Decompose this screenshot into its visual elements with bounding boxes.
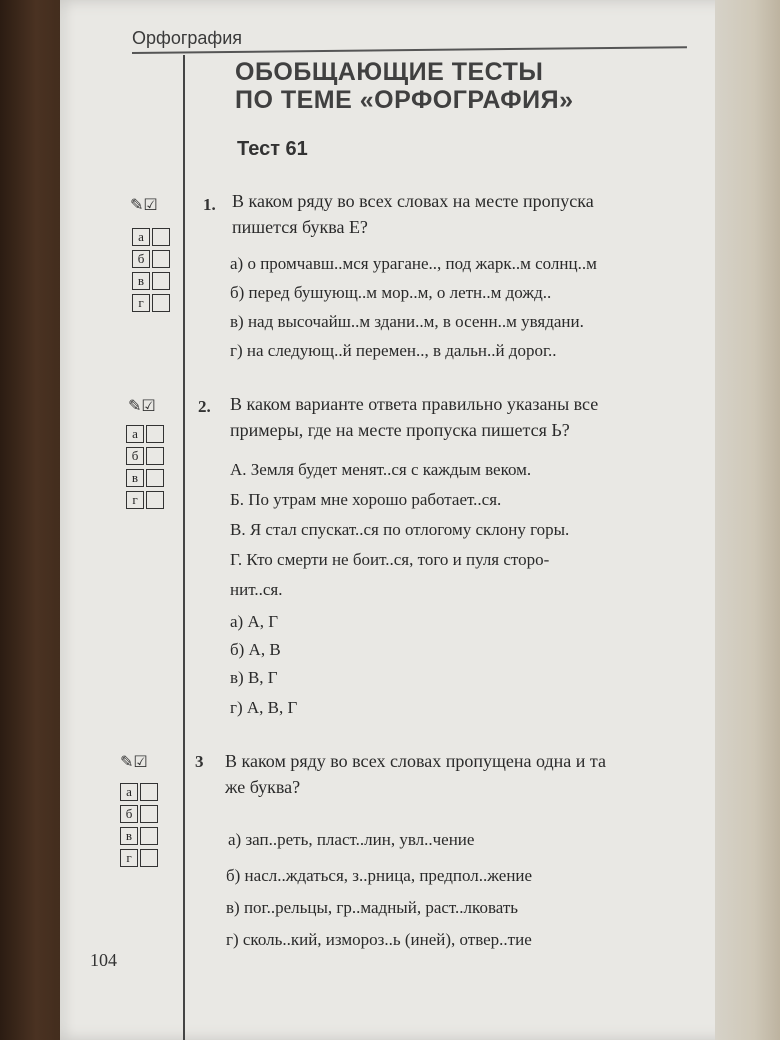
answer-option: г) на следующ..й перемен.., в дальн..й дорог..: [230, 341, 557, 360]
answer-letter: г: [126, 491, 144, 509]
question-text-line: пишется буква Е?: [232, 217, 368, 237]
answer-option: а) зап..реть, пласт..лин, увл..чение: [228, 830, 475, 849]
pen-check-icon: ✎☑: [128, 396, 156, 415]
question-number: 3: [195, 752, 204, 771]
example-sentence: Б. По утрам мне хорошо работает..ся.: [230, 490, 502, 509]
pen-check-icon: ✎☑: [120, 752, 148, 771]
margin-rule: [183, 55, 185, 1040]
answer-box-row[interactable]: [126, 447, 164, 467]
next-page-edge: [715, 0, 780, 1040]
answer-letter: б: [120, 805, 138, 823]
example-sentence: нит..ся.: [230, 580, 283, 599]
answer-box-row[interactable]: [120, 783, 158, 803]
answer-option: б) насл..ждаться, з..рница, предпол..жение: [226, 866, 533, 885]
answer-letter: в: [120, 827, 138, 845]
answer-letter: г: [132, 294, 150, 312]
answer-box-row[interactable]: [132, 228, 170, 248]
answer-box-row[interactable]: [126, 491, 164, 511]
answer-boxes-q1: [132, 228, 170, 316]
answer-box-row[interactable]: [132, 272, 170, 292]
page-number: 104: [90, 950, 117, 970]
answer-checkbox[interactable]: [152, 294, 170, 312]
answer-letter: а: [132, 228, 150, 246]
question-text: [230, 391, 690, 443]
answer-checkbox[interactable]: [140, 805, 158, 823]
answer-checkbox[interactable]: [146, 447, 164, 465]
answer-checkbox[interactable]: [140, 849, 158, 867]
answer-box-row[interactable]: [120, 805, 158, 825]
answer-checkbox[interactable]: [152, 250, 170, 268]
running-head: Орфография: [132, 28, 243, 48]
question-text-line: примеры, где на месте пропуска пишется Ь?: [230, 420, 570, 440]
answer-letter: а: [126, 425, 144, 443]
question-text-line: В каком варианте ответа правильно указаны все: [230, 394, 599, 414]
answer-letter: а: [120, 783, 138, 801]
example-sentence: В. Я стал спускат..ся по отлогому склону горы.: [230, 520, 570, 539]
answer-option: б) А, В: [230, 640, 281, 659]
answer-checkbox[interactable]: [146, 491, 164, 509]
question-text-line: В каком ряду во всех словах на месте пропуска: [232, 191, 594, 211]
answer-option: г) А, В, Г: [230, 698, 298, 717]
answer-checkbox[interactable]: [146, 469, 164, 487]
answer-option: б) перед бушующ..м мор..м, о летн..м дожд..: [230, 283, 552, 302]
answer-box-row[interactable]: [126, 469, 164, 489]
answer-box-row[interactable]: [120, 849, 158, 869]
answer-option: а) А, Г: [230, 612, 279, 631]
question-number: 1.: [203, 195, 216, 214]
question-text: [232, 188, 692, 240]
question-text-line: же буква?: [225, 777, 301, 797]
answer-box-row[interactable]: [126, 425, 164, 445]
answer-boxes-q3: [120, 783, 158, 871]
answer-option: в) В, Г: [230, 668, 278, 687]
pen-check-icon: ✎☑: [130, 195, 158, 214]
answer-letter: г: [120, 849, 138, 867]
answer-option: в) над высочайш..м здани..м, в осенн..м увядани.: [230, 312, 584, 331]
example-sentence: А. Земля будет менят..ся с каждым веком.: [230, 460, 532, 479]
answer-checkbox[interactable]: [152, 272, 170, 290]
answer-checkbox[interactable]: [146, 425, 164, 443]
example-sentence: Г. Кто смерти не боит..ся, того и пуля сторо-: [230, 550, 550, 569]
answer-letter: в: [126, 469, 144, 487]
answer-box-row[interactable]: [132, 294, 170, 314]
answer-box-row[interactable]: [132, 250, 170, 270]
answer-checkbox[interactable]: [140, 827, 158, 845]
answer-letter: в: [132, 272, 150, 290]
question-number: 2.: [198, 397, 211, 416]
answer-option: а) о промчавш..мся урагане.., под жарк..м солнц..м: [230, 254, 597, 273]
answer-option: в) пог..рельцы, гр..мадный, раст..лковать: [226, 898, 519, 917]
answer-checkbox[interactable]: [140, 783, 158, 801]
page-title: [235, 58, 675, 114]
title-line-2: ПО ТЕМЕ «ОРФОГРАФИЯ»: [235, 86, 574, 114]
answer-option: г) сколь..кий, измороз..ь (иней), отвер..тие: [226, 930, 532, 949]
title-line-1: ОБОБЩАЮЩИЕ ТЕСТЫ: [235, 58, 544, 86]
answer-checkbox[interactable]: [152, 228, 170, 246]
question-text-line: В каком ряду во всех словах пропущена одна и та: [225, 751, 606, 771]
test-label: Тест 61: [237, 138, 308, 160]
answer-letter: б: [132, 250, 150, 268]
answer-letter: б: [126, 447, 144, 465]
question-text: [225, 748, 685, 800]
answer-box-row[interactable]: [120, 827, 158, 847]
answer-boxes-q2: [126, 425, 164, 513]
